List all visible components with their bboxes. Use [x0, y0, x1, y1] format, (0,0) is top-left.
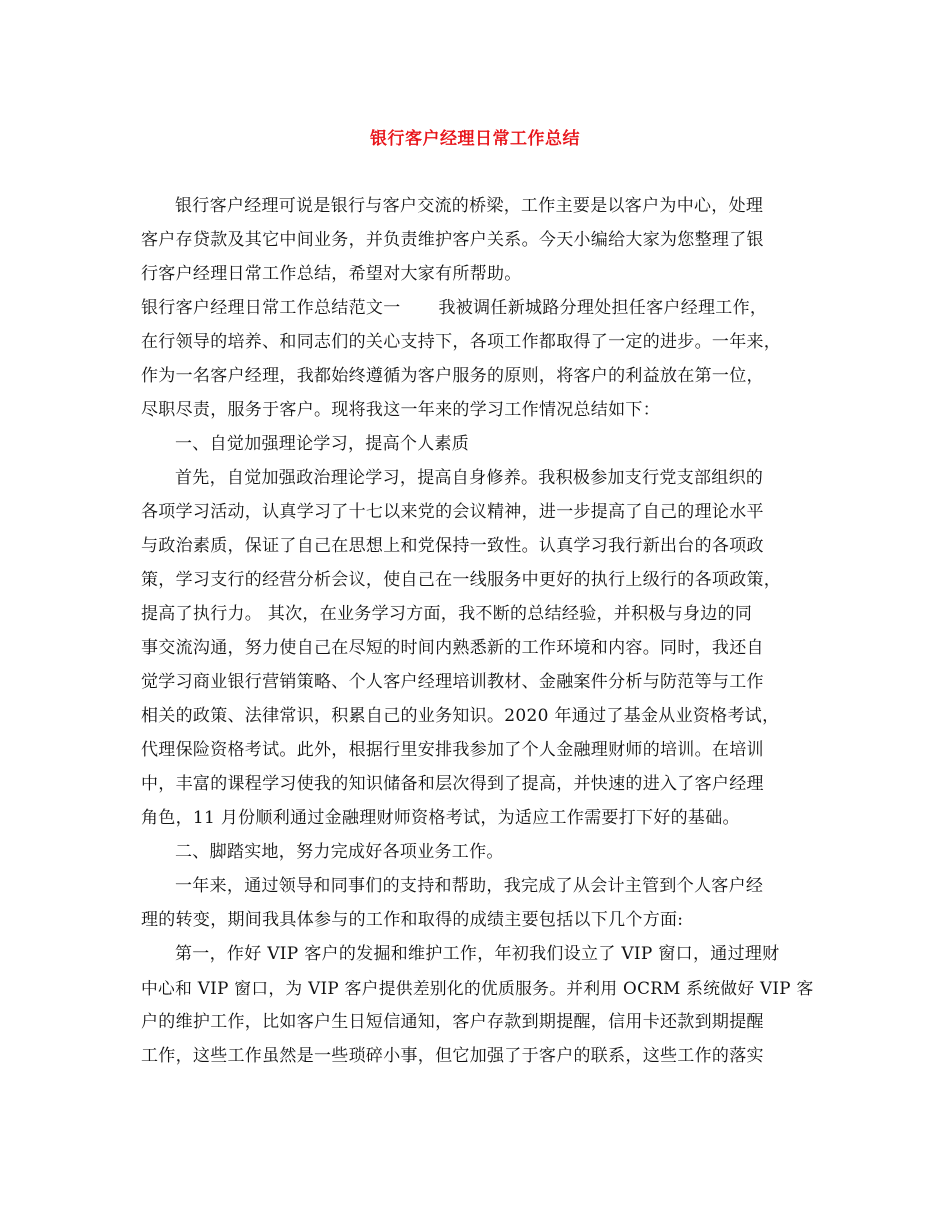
paragraph-line: 客户存贷款及其它中间业务，并负责维护客户关系。今天小编给大家为您整理了银 — [141, 230, 764, 250]
paragraph-line: 理的转变，期间我具体参与的工作和取得的成绩主要包括以下几个方面: — [141, 910, 684, 930]
document-title: 银行客户经理日常工作总结 — [370, 129, 580, 149]
subheading-line: 二、脚踏实地，努力完成好各项业务工作。 — [175, 842, 504, 862]
paragraph-line: 银行客户经理可说是银行与客户交流的桥梁，工作主要是以客户为中心，处理 — [175, 196, 764, 216]
paragraph-line: 中心和 VIP 窗口，为 VIP 客户提供差别化的优质服务。并利用 OCRM 系统做好 VIP 客 — [141, 978, 814, 998]
paragraph-text: 我被调任新城路分理处担任客户经理工作， — [438, 298, 768, 318]
paragraph-line: 行客户经理日常工作总结，希望对大家有所帮助。 — [141, 264, 522, 284]
paragraph-line: 觉学习商业银行营销策略、个人客户经理培训教材、金融案件分析与防范等与工作 — [141, 672, 764, 692]
paragraph-line: 各项学习活动，认真学习了十七以来党的会议精神，进一步提高了自己的理论水平 — [141, 502, 764, 522]
paragraph-line: 第一，作好 VIP 客户的发掘和维护工作，年初我们设立了 VIP 窗口，通过理财 — [175, 944, 780, 964]
paragraph-line: 提高了执行力。 其次，在业务学习方面，我不断的总结经验，并积极与身边的同 — [141, 604, 753, 624]
paragraph-line: 首先，自觉加强政治理论学习，提高自身修养。我积极参加支行党支部组织的 — [175, 468, 764, 488]
paragraph-line: 与政治素质，保证了自己在思想上和党保持一致性。认真学习我行新出台的各项政 — [141, 536, 764, 556]
paragraph-line: 策，学习支行的经营分析会议，使自己在一线服务中更好的执行上级行的各项政策， — [141, 570, 782, 590]
paragraph-line: 作为一名客户经理，我都始终遵循为客户服务的原则，将客户的利益放在第一位， — [141, 366, 764, 386]
paragraph-line: 相关的政策、法律常识，积累自己的业务知识。2020 年通过了基金从业资格考试， — [141, 706, 780, 726]
paragraph-line: 尽职尽责，服务于客户。现将我这一年来的学习工作情况总结如下： — [141, 400, 660, 420]
paragraph-line: 代理保险资格考试。此外，根据行里安排我参加了个人金融理财师的培训。在培训 — [141, 740, 764, 760]
paragraph-line: 户的维护工作，比如客户生日短信通知，客户存款到期提醒，信用卡还款到期提醒 — [141, 1012, 764, 1032]
paragraph-line: 中，丰富的课程学习使我的知识储备和层次得到了提高，并快速的进入了客户经理 — [141, 774, 764, 794]
subheading-line: 一、自觉加强理论学习，提高个人素质 — [175, 434, 470, 454]
section-heading: 银行客户经理日常工作总结范文一 — [141, 298, 401, 318]
paragraph-line: 角色，11 月份顺利通过金融理财师资格考试，为适应工作需要打下好的基础。 — [141, 808, 740, 828]
paragraph-line: 工作，这些工作虽然是一些琐碎小事，但它加强了于客户的联系，这些工作的落实 — [141, 1046, 764, 1066]
paragraph-line: 在行领导的培养、和同志们的关心支持下，各项工作都取得了一定的进步。一年来， — [141, 332, 782, 352]
section-heading-row — [141, 293, 767, 323]
paragraph-line: 一年来，通过领导和同事们的支持和帮助，我完成了从会计主管到个人客户经 — [175, 876, 764, 896]
paragraph-line: 事交流沟通，努力使自己在尽短的时间内熟悉新的工作环境和内容。同时，我还自 — [141, 638, 764, 658]
